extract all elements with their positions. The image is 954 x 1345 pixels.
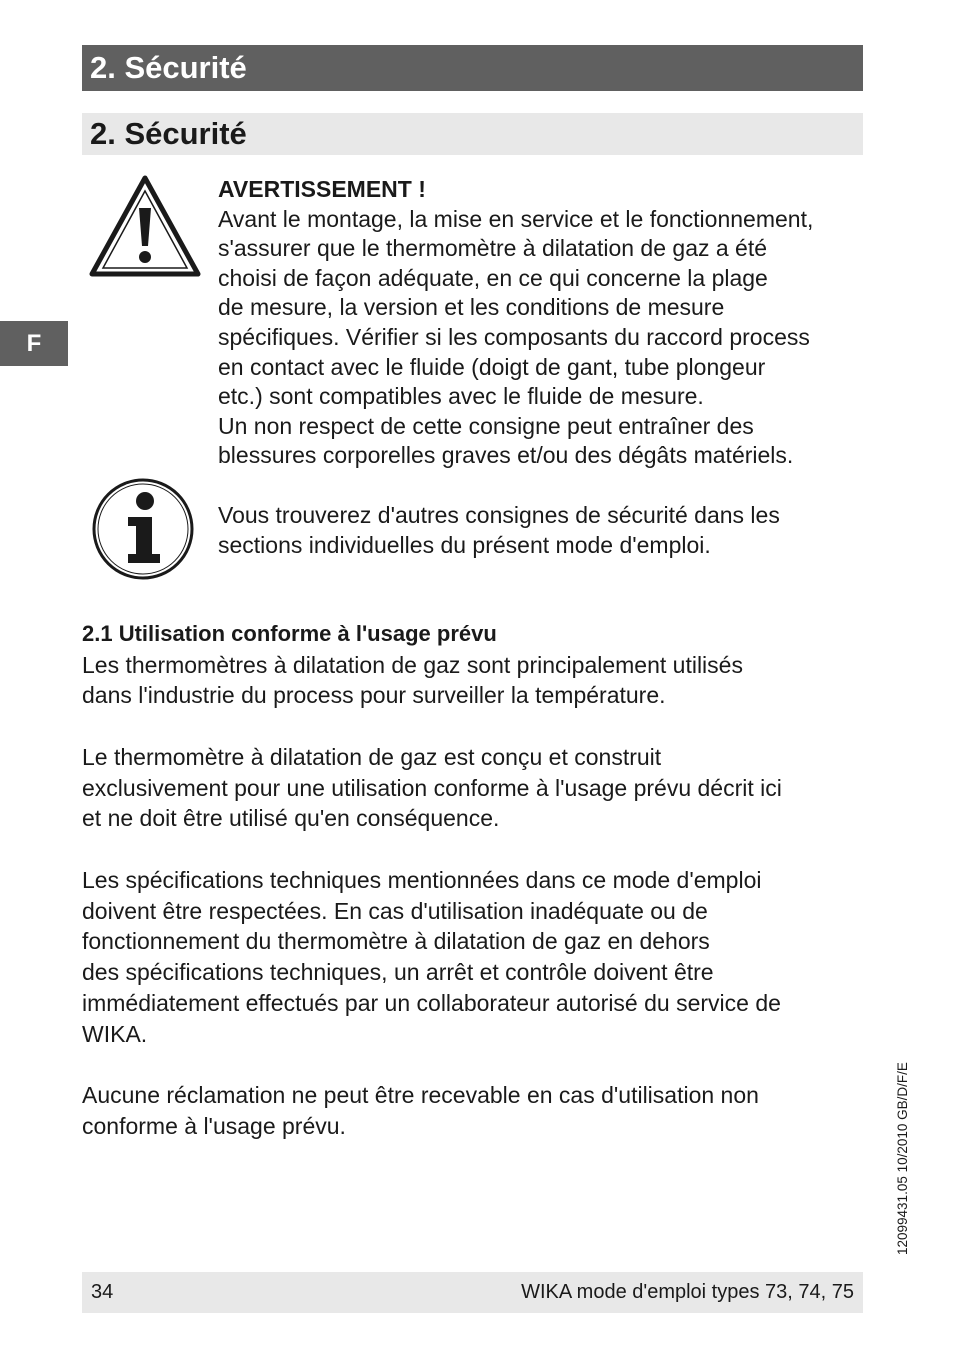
paragraph-line: Le thermomètre à dilatation de gaz est conçu et construit (82, 744, 662, 770)
subsection-heading: 2.1 Utilisation conforme à l'usage prévu (82, 621, 497, 646)
subsection-intro (82, 619, 882, 711)
chapter-header: 2. Sécurité (82, 45, 863, 91)
page-footer (82, 1272, 863, 1313)
page-number: 34 (91, 1281, 114, 1303)
warning-line: spécifiques. Vérifier si les composants du raccord process (218, 323, 810, 350)
paragraph-line: fonctionnement du thermomètre à dilatation de gaz en dehors (82, 928, 710, 955)
info-line: sections individuelles du présent mode d'emploi. (218, 531, 711, 558)
info-block (218, 501, 868, 560)
warning-block (218, 175, 868, 471)
paragraph-line: dans l'industrie du process pour surveiller la température. (82, 682, 666, 709)
paragraph (82, 742, 882, 834)
footer-title: WIKA mode d'emploi types 73, 74, 75 (521, 1281, 854, 1303)
language-tab: F (0, 321, 68, 366)
warning-line: choisi de façon adéquate, en ce qui concerne la plage (218, 264, 768, 291)
paragraph (82, 1080, 882, 1141)
warning-title: AVERTISSEMENT ! (218, 176, 426, 202)
warning-line: blessures corporelles graves et/ou des dégâts matériels. (218, 442, 794, 469)
paragraph-line: WIKA. (82, 1020, 148, 1047)
warning-line: Un non respect de cette consigne peut entraîner des (218, 412, 754, 439)
paragraph-line: Aucune réclamation ne peut être recevable en cas d'utilisation non (82, 1082, 759, 1108)
warning-line: s'assurer que le thermomètre à dilatation de gaz a été (218, 235, 768, 262)
paragraph-line: des spécifications techniques, un arrêt et contrôle doivent être (82, 959, 714, 986)
warning-triangle-icon (88, 174, 202, 278)
paragraph-line: doivent être respectées. En cas d'utilisation inadéquate ou de (82, 897, 708, 924)
paragraph-line: immédiatement effectués par un collaborateur autorisé du service de (82, 989, 781, 1016)
info-icon (91, 477, 195, 581)
warning-line: en contact avec le fluide (doigt de gant, tube plongeur (218, 353, 766, 380)
info-line: Vous trouverez d'autres consignes de sécurité dans les (218, 502, 780, 528)
paragraph (82, 865, 882, 1049)
paragraph-line: conforme à l'usage prévu. (82, 1112, 346, 1139)
section-title: 2. Sécurité (82, 113, 863, 155)
warning-line: etc.) sont compatibles avec le fluide de mesure. (218, 383, 704, 410)
warning-line: Avant le montage, la mise en service et le fonctionnement, (218, 205, 814, 232)
paragraph-line: Les thermomètres à dilatation de gaz sont principalement utilisés (82, 651, 743, 678)
warning-line: de mesure, la version et les conditions de mesure (218, 294, 725, 321)
paragraph-line: Les spécifications techniques mentionnées dans ce mode d'emploi (82, 867, 762, 893)
document-code: 12099431.05 10/2010 GB/D/F/E (895, 1062, 910, 1255)
paragraph-line: et ne doit être utilisé qu'en conséquence. (82, 805, 500, 832)
paragraph-line: exclusivement pour une utilisation conforme à l'usage prévu décrit ici (82, 774, 782, 801)
